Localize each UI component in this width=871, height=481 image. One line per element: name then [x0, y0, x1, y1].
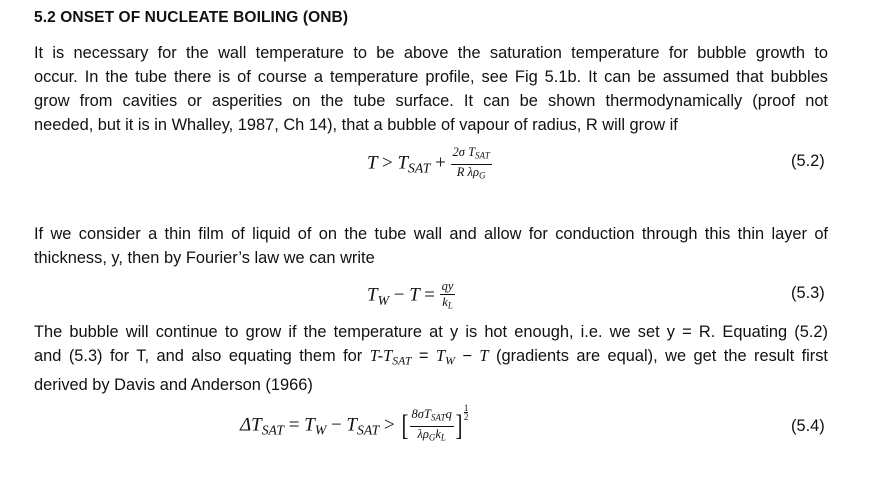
- eq-numerator: 8σT: [411, 407, 431, 421]
- eq-subscript: G: [428, 432, 436, 443]
- paragraph-line: thickness, y, then by Fourier’s law we can write: [34, 249, 375, 267]
- inline-symbol: T-T: [369, 346, 393, 365]
- equation-5-4: [240, 403, 469, 444]
- eq-symbol: T: [409, 284, 420, 306]
- text-segment: −: [454, 347, 480, 365]
- eq-denominator: λρ: [417, 426, 429, 441]
- inline-subscript: SAT: [392, 353, 412, 368]
- paragraph-line: derived by Davis and Anderson (1966): [34, 375, 313, 394]
- text-segment: (gradients are equal), we get the result first: [488, 347, 828, 365]
- right-bracket: ]: [455, 409, 463, 443]
- equation-number: (5.3): [791, 284, 825, 302]
- text-segment: =: [411, 347, 436, 365]
- exponent-fraction: [464, 404, 469, 421]
- paragraph-line: needed, but it is in Whalley, 1987, Ch 14), that a bubble of vapour of radius, R will grow if: [34, 116, 678, 134]
- paragraph-thin-film: [34, 222, 828, 270]
- paragraph-bubble-growth: [34, 320, 828, 397]
- inline-subscript: W: [445, 353, 455, 368]
- eq-fraction: [451, 146, 492, 182]
- eq-operator: +: [435, 152, 446, 174]
- eq-symbol: T: [304, 414, 315, 436]
- eq-symbol: T: [346, 414, 357, 436]
- eq-operator: =: [424, 284, 435, 306]
- eq-subscript: SAT: [357, 422, 380, 438]
- eq-subscript: W: [314, 422, 327, 438]
- eq-operator: =: [288, 414, 300, 436]
- eq-subscript: L: [440, 432, 446, 443]
- eq-operator: >: [384, 414, 395, 436]
- equation-5-3: [367, 280, 455, 313]
- paragraph-line: The bubble will continue to grow if the temperature at y is hot enough, i.e. we set y = R. Equating (5.2): [34, 323, 828, 341]
- paragraph-line: It is necessary for the wall temperature to be above the saturation temperature for bubble growth to: [34, 44, 828, 62]
- eq-operator: −: [330, 414, 342, 436]
- eq-denominator: k: [442, 295, 448, 309]
- inline-symbol: T: [435, 346, 446, 365]
- eq-denominator: k: [435, 426, 441, 441]
- paragraph-line: occur. In the tube there is of course a temperature profile, see Fig 5.1b. It can be assumed that bubbles: [34, 68, 828, 86]
- eq-operator: −: [393, 284, 405, 306]
- eq-subscript: W: [377, 292, 389, 308]
- eq-subscript: L: [447, 300, 453, 311]
- eq-subscript: SAT: [261, 422, 285, 438]
- section-heading: 5.2 ONSET OF NUCLEATE BOILING (ONB): [34, 9, 349, 26]
- eq-fraction: [440, 280, 456, 313]
- paragraph-line: If we consider a thin film of liquid of on the tube wall and allow for conduction through this thin layer of: [34, 225, 828, 243]
- equation-number: (5.2): [791, 152, 825, 170]
- exponent-denominator: 2: [463, 412, 469, 422]
- eq-symbol: T: [397, 152, 409, 174]
- eq-numerator: qy: [441, 279, 454, 293]
- exponent-numerator: 1: [463, 403, 469, 413]
- equation-5-2: [367, 146, 492, 182]
- eq-symbol: T: [367, 284, 378, 306]
- text-segment: and (5.3) for T, and also equating them for: [34, 347, 370, 365]
- paragraph-line: grow from cavities or asperities on the tube surface. It can be shown thermodynamically (proof not: [34, 92, 828, 110]
- eq-subscript: SAT: [475, 150, 490, 161]
- paragraph-wall-temperature: [34, 41, 828, 137]
- eq-operator: >: [381, 152, 393, 174]
- eq-denominator: R λρ: [456, 164, 479, 179]
- eq-subscript: G: [478, 170, 486, 181]
- eq-fraction: [410, 408, 454, 444]
- eq-subscript: SAT: [408, 160, 431, 176]
- eq-numerator: q: [445, 407, 452, 421]
- inline-symbol: T: [479, 346, 489, 365]
- paragraph-line: [34, 344, 828, 373]
- eq-symbol: T: [367, 152, 378, 174]
- eq-symbol: ΔT: [240, 414, 262, 436]
- equation-number: (5.4): [791, 417, 825, 435]
- left-bracket: [: [401, 409, 409, 443]
- eq-subscript: SAT: [430, 412, 446, 423]
- eq-numerator: 2σ T: [452, 145, 476, 159]
